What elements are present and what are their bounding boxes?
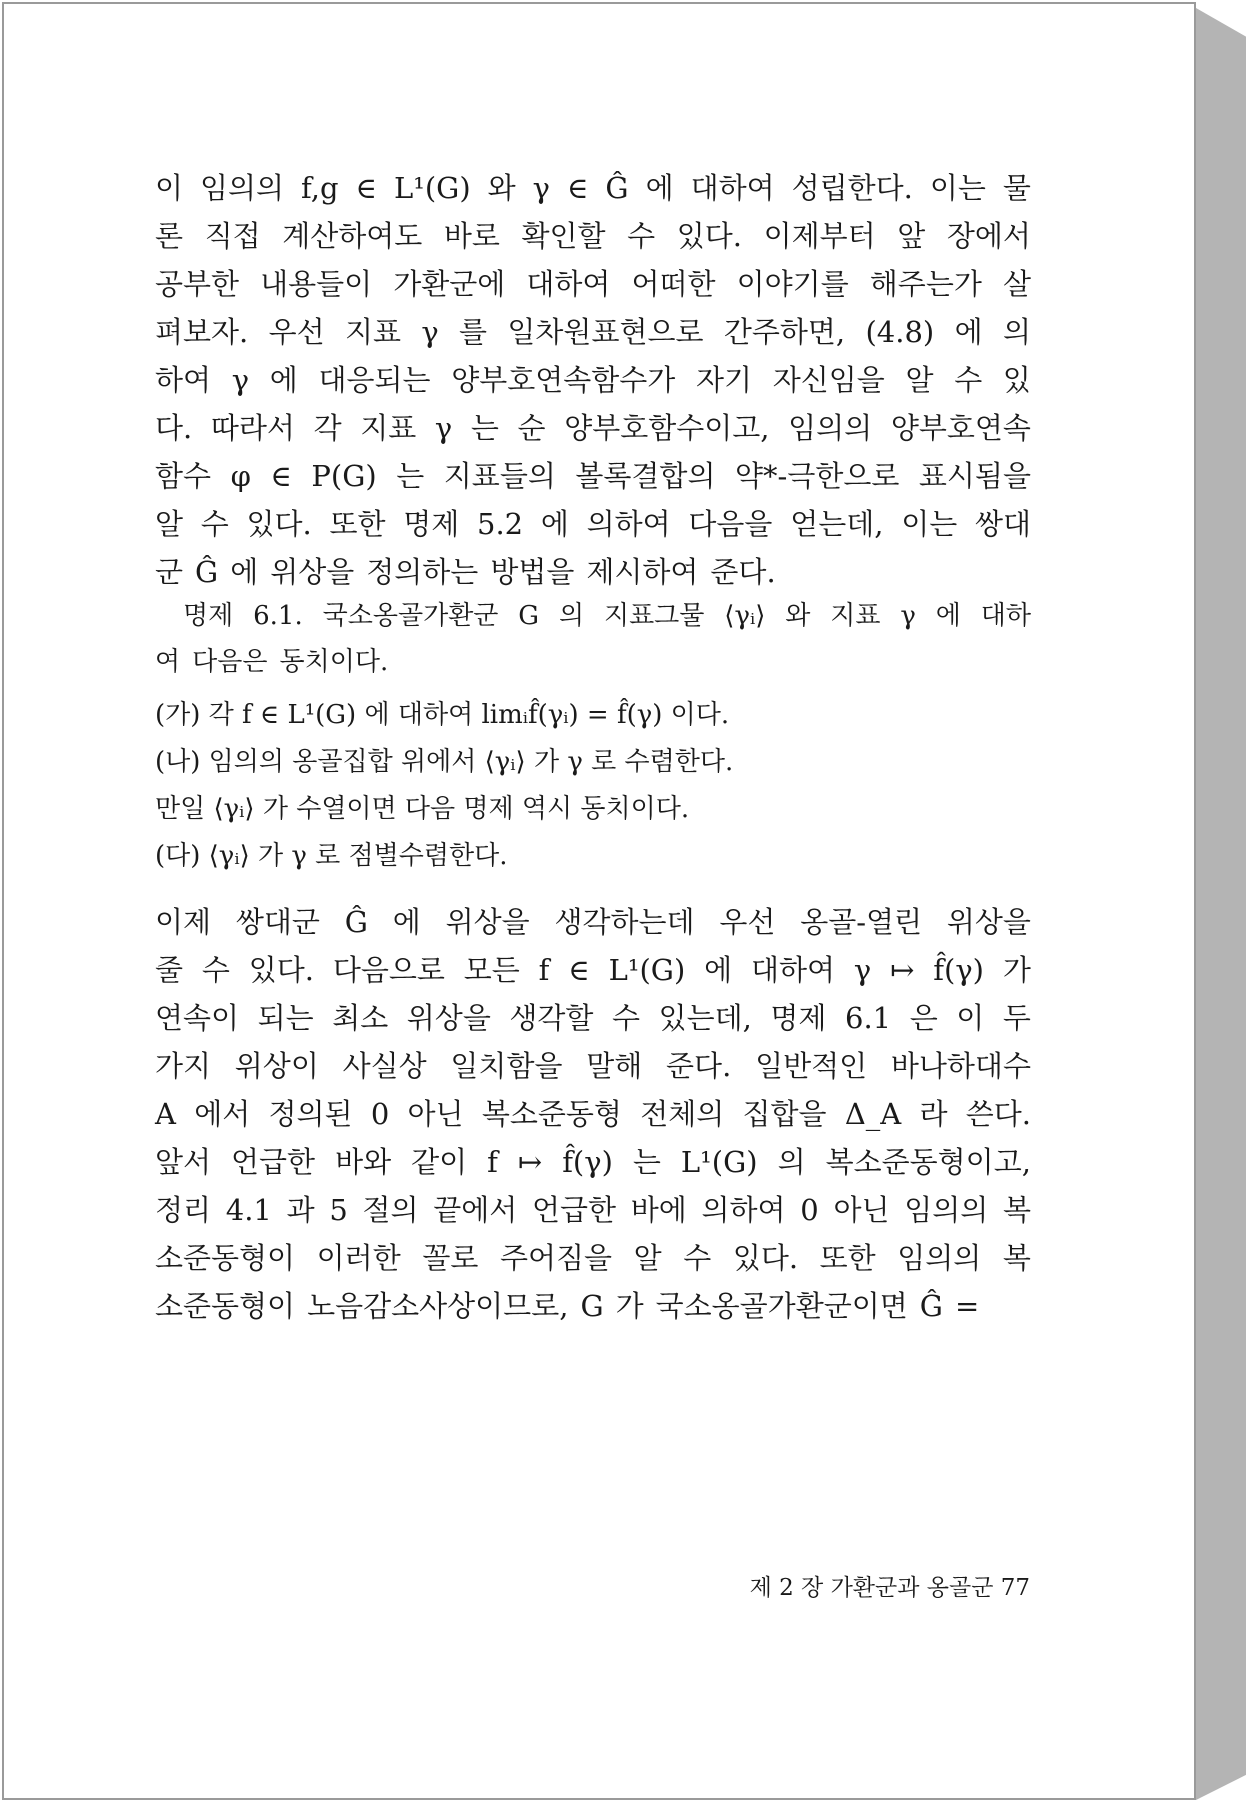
text-line: 다. 따라서 각 지표 γ 는 순 양부호함수이고, 임의의 양부호연속 (155, 411, 1031, 445)
text-line: 소준동형이 노음감소사상이므로, G 가 국소옹골가환군이면 Ĝ = (155, 1289, 980, 1323)
text-line: 줄 수 있다. 다음으로 모든 f ∈ L¹(G) 에 대하여 γ ↦ f̂(γ) 가 (155, 953, 1031, 987)
text-line: 정리 4.1 과 5 절의 끝에서 언급한 바에 의하여 0 아닌 임의의 복 (155, 1193, 1031, 1227)
text-line: 여 다음은 동치이다. (155, 647, 389, 677)
text-line: 연속이 되는 최소 위상을 생각할 수 있는데, 명제 6.1 은 이 두 (155, 1001, 1031, 1035)
paragraph-2 (155, 898, 1031, 1330)
page-edge-shadow (1196, 8, 1246, 1800)
book-page (2, 2, 1196, 1800)
text-line: 알 수 있다. 또한 명제 5.2 에 의하여 다음을 얻는데, 이는 쌍대 (155, 507, 1031, 541)
text-line: 만일 ⟨γᵢ⟩ 가 수열이면 다음 명제 역시 동치이다. (155, 794, 690, 824)
text-line: (다) ⟨γᵢ⟩ 가 γ 로 점별수렴한다. (155, 841, 508, 871)
text-line: 공부한 내용들이 가환군에 대하여 어떠한 이야기를 해주는가 살 (155, 267, 1031, 301)
text-line: 이제 쌍대군 Ĝ 에 위상을 생각하는데 우선 옹골-열린 위상을 (155, 905, 1031, 939)
text-line: 군 Ĝ 에 위상을 정의하는 방법을 제시하여 준다. (155, 555, 776, 589)
text-line: 하여 γ 에 대응되는 양부호연속함수가 자기 자신임을 알 수 있 (155, 363, 1031, 397)
text-line: 가지 위상이 사실상 일치함을 말해 준다. 일반적인 바나하대수 (155, 1049, 1031, 1083)
text-line: A 에서 정의된 0 아닌 복소준동형 전체의 집합을 Δ_A 라 쓴다. (155, 1097, 1031, 1131)
page-footer: 제 2 장 가환군과 옹골군 77 (749, 1575, 1030, 1601)
text-line: 명제 6.1. 국소옹골가환군 G 의 지표그물 ⟨γᵢ⟩ 와 지표 γ 에 대하 (183, 601, 1031, 631)
text-line: 소준동형이 이러한 꼴로 주어짐을 알 수 있다. 또한 임의의 복 (155, 1241, 1031, 1275)
text-line: 론 직접 계산하여도 바로 확인할 수 있다. 이제부터 앞 장에서 (155, 219, 1031, 253)
text-line: 앞서 언급한 바와 같이 f ↦ f̂(γ) 는 L¹(G) 의 복소준동형이고, (155, 1145, 1031, 1179)
text-line: (가) 각 f ∈ L¹(G) 에 대하여 limᵢf̂(γᵢ) = f̂(γ) 이다. (155, 700, 730, 730)
text-line: (나) 임의의 옹골집합 위에서 ⟨γᵢ⟩ 가 γ 로 수렴한다. (155, 747, 734, 777)
proposition-6-1 (155, 593, 1031, 685)
text-line: 이 임의의 f,g ∈ L¹(G) 와 γ ∈ Ĝ 에 대하여 성립한다. 이는 물 (155, 171, 1031, 205)
text-line: 함수 φ ∈ P(G) 는 지표들의 볼록결합의 약*-극한으로 표시됨을 (155, 459, 1031, 493)
text-line: 펴보자. 우선 지표 γ 를 일차원표현으로 간주하면, (4.8) 에 의 (155, 315, 1031, 349)
proposition-items (155, 692, 1031, 880)
paragraph-1 (155, 164, 1031, 596)
